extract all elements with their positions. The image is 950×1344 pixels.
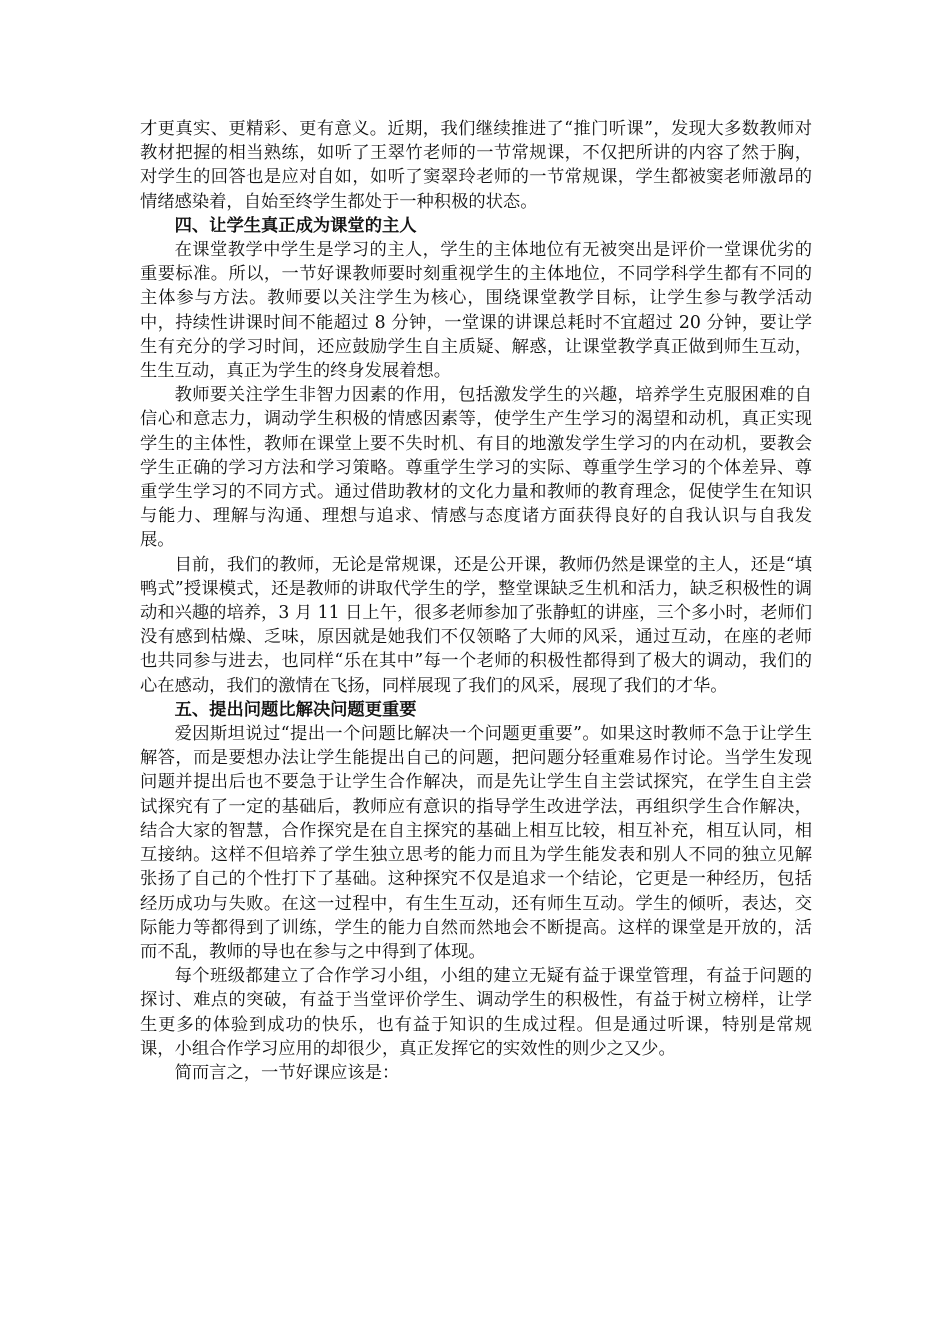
paragraph: 每个班级都建立了合作学习小组，小组的建立无疑有益于课堂管理，有益于问题的探讨、难点的突破，有益于当堂评价学生、调动学生的积极性，有益于树立榜样，让学生更多的体验到成功的快乐，也有益于知识的生成过程。但是通过听课，特别是常规课，小组合作学习应用的却很少，真正发挥它的实效性的则少之又少。 — [140, 966, 812, 1059]
paragraph-continued: 才更真实、更精彩、更有意义。近期，我们继续推进了“推门听课”，发现大多数教师对教材把握的相当熟练，如听了王翠竹老师的一节常规课，不仅把所讲的内容了然于胸，对学生的回答也是应对自如，如听了窦翠玲老师的一节常规课，学生都被窦老师激昂的情绪感染着，自始至终学生都处于一种积极的状态。 — [140, 119, 812, 212]
section-heading-five: 五、提出问题比解决问题更重要 — [174, 699, 417, 720]
paragraph: 爱因斯坦说过“提出一个问题比解决一个问题更重要”。如果这时教师不急于让学生解答，而是要想办法让学生能提出自己的问题，把问题分轻重难易作讨论。当学生发现问题并提出后也不要急于让学生合作解决，而是先让学生自主尝试探究，在学生自主尝试探究有了一定的基础后，教师应有意识的指导学生改进学法，再组织学生合作解决，结合大家的智慧，合作探究是在自主探究的基础上相互比较，相互补充，相互认同，相互接纳。这样不但培养了学生独立思考的能力而且为学生能发表和别人不同的独立见解张扬了自己的个性打下了基础。这种探究不仅是追求一个结论，它更是一种经历，包括经历成功与失败。在这一过程中，有生生互动，还有师生互动。学生的倾听，表达，交际能力等都得到了训练，学生的能力自然而然地会不断提高。这样的课堂是开放的，活而不乱，教师的导也在参与之中得到了体现。 — [140, 724, 812, 962]
document-body — [140, 117, 812, 1085]
paragraph: 在课堂教学中学生是学习的主人，学生的主体地位有无被突出是评价一堂课优劣的重要标准。所以，一节好课教师要时刻重视学生的主体地位，不同学科学生都有不同的主体参与方法。教师要以关注学生为核心，围绕课堂教学目标，让学生参与教学活动中，持续性讲课时间不能超过 8 分钟，一堂课的讲课总耗时不宜超过 20 分钟，要让学生有充分的学习时间，还应鼓励学生自主质疑、解惑，让课堂教学真正做到师生互动，生生互动，真正为学生的终身发展着想。 — [140, 240, 812, 382]
paragraph: 目前，我们的教师，无论是常规课，还是公开课，教师仍然是课堂的主人，还是“填鸭式”授课模式，还是教师的讲取代学生的学，整堂课缺乏生机和活力，缺乏积极性的调动和兴趣的培养，3 月 11 日上午，很多老师参加了张静虹的讲座，三个多小时，老师们没有感到枯燥、乏味，原因就是她我们不仅领略了大师的风采，通过互动，在座的老师也共同参与进去，也同样“乐在其中”每一个老师的积极性都得到了极大的调动，我们的心在感动，我们的激情在飞扬，同样展现了我们的风采，展现了我们的才华。 — [140, 554, 812, 696]
section-heading-four: 四、让学生真正成为课堂的主人 — [174, 215, 417, 236]
paragraph-conclusion: 简而言之，一节好课应该是： — [174, 1062, 400, 1083]
paragraph: 教师要关注学生非智力因素的作用，包括激发学生的兴趣，培养学生克服困难的自信心和意志力，调动学生积极的情感因素等，使学生产生学习的渴望和动机，真正实现学生的主体性，教师在课堂上要不失时机、有目的地激发学生学习的内在动机，要教会学生正确的学习方法和学习策略。尊重学生学习的实际、尊重学生学习的个体差异、尊重学生学习的不同方式。通过借助教材的文化力量和教师的教育理念，促使学生在知识与能力、理解与沟通、理想与追求、情感与态度诸方面获得良好的自我认识与自我发展。 — [140, 385, 812, 551]
